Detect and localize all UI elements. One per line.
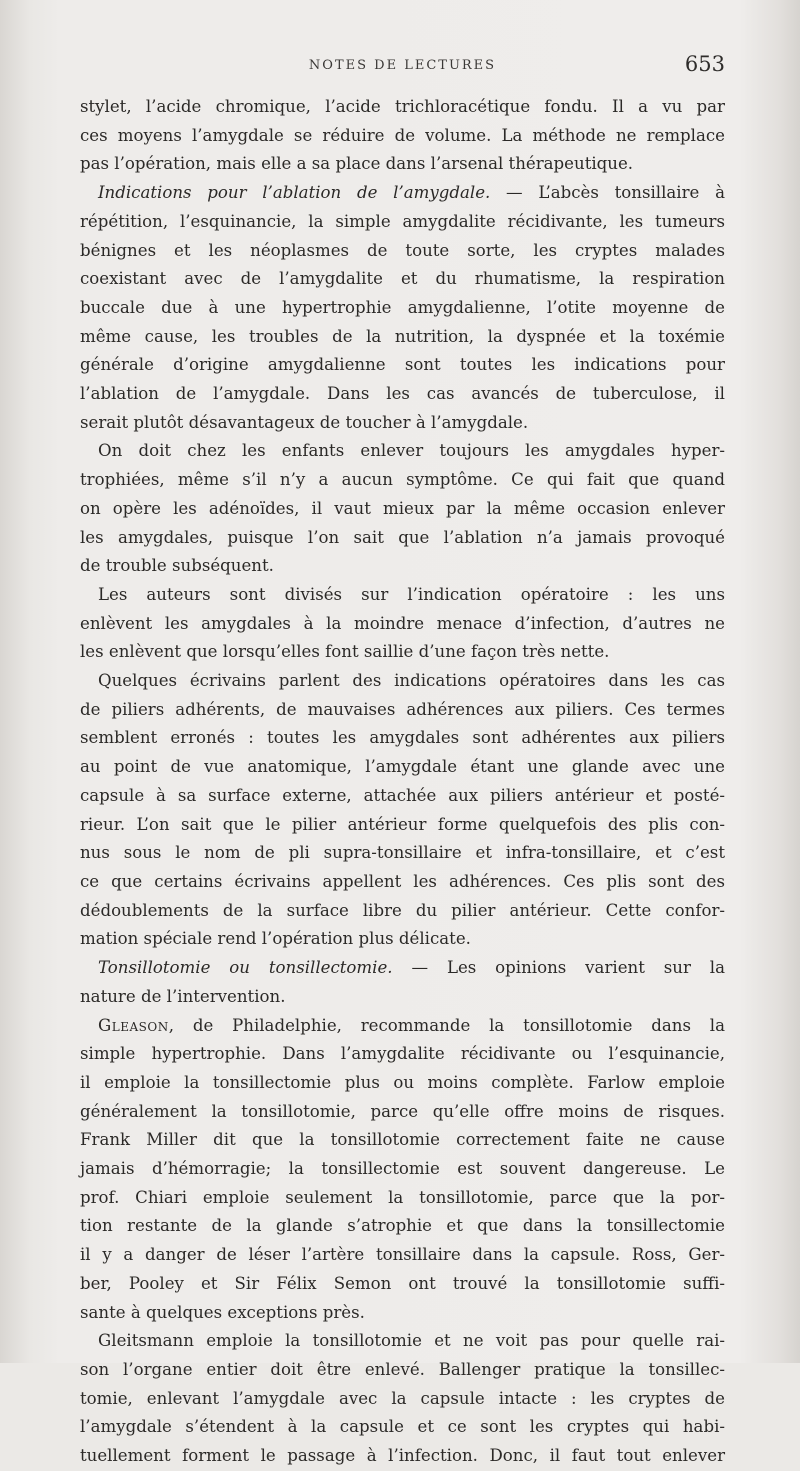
text-line: nus sous le nom de pli supra-tonsillaire et infra-tonsillaire, et c’est xyxy=(80,843,725,863)
text-line: Gleitsmann emploie la tonsillotomie et ne voit pas pour quelle rai- xyxy=(98,1331,725,1351)
text-line: générale d’origine amygdalienne sont toutes les indications pour xyxy=(80,355,725,375)
text-line: On doit chez les enfants enlever toujours les amygdales hyper- xyxy=(98,441,725,461)
text-line: on opère les adénoïdes, il vaut mieux par la même occasion enlever xyxy=(80,498,725,518)
running-title: NOTES DE LECTURES xyxy=(308,58,497,73)
text-line: enlèvent les amygdales à la moindre menace d’infection, d’autres ne xyxy=(80,613,725,633)
text-line: même cause, les troubles de la nutrition, la dyspnée et la toxémie xyxy=(80,326,725,346)
text-line: sante à quelques exceptions près. xyxy=(80,1302,365,1322)
text-line: tion restante de la glande s’atrophie et que dans la tonsillectomie xyxy=(80,1216,725,1236)
text-line: stylet, l’acide chromique, l’acide trichloracétique fondu. Il a vu par xyxy=(80,97,725,116)
text-line xyxy=(80,1012,725,1041)
text-line: de piliers adhérents, de mauvaises adhérences aux piliers. Ces termes xyxy=(80,699,725,719)
text-line: il y a danger de léser l’artère tonsillaire dans la capsule. Ross, Ger- xyxy=(80,1245,725,1265)
section-heading: Indications pour l’ablation de l’amygdale. xyxy=(98,183,491,203)
author-name: Gleason xyxy=(98,1015,169,1035)
text-line: serait plutôt désavantageux de toucher à l’amygdale. xyxy=(80,412,529,432)
text-line: ces moyens l’amygdale se réduire de volume. La méthode ne remplace xyxy=(80,125,725,145)
text-line: au point de vue anatomique, l’amygdale étant une glande avec une xyxy=(80,757,725,777)
text-line xyxy=(80,179,725,208)
text-line: dédoublements de la surface libre du pilier antérieur. Cette confor- xyxy=(80,900,725,920)
text-line: Frank Miller dit que la tonsillotomie correctement faite ne cause xyxy=(80,1130,725,1150)
text-line: Quelques écrivains parlent des indications opératoires dans les cas xyxy=(98,671,725,691)
page-header xyxy=(80,50,725,86)
text-line: de trouble subséquent. xyxy=(80,556,274,576)
text-line: généralement la tonsillotomie, parce qu’elle offre moins de risques. xyxy=(80,1101,725,1121)
text-line: les amygdales, puisque l’on sait que l’ablation n’a jamais provoqué xyxy=(80,527,725,547)
text-line: mation spéciale rend l’opération plus délicate. xyxy=(80,929,471,949)
text-line: buccale due à une hypertrophie amygdalienne, l’otite moyenne de xyxy=(80,297,725,317)
text-line: trophiées, même s’il n’y a aucun symptôme. Ce qui fait que quand xyxy=(80,470,725,490)
text-line: prof. Chiari emploie seulement la tonsillotomie, parce que la por- xyxy=(80,1187,725,1207)
text-line: répétition, l’esquinancie, la simple amygdalite récidivante, les tumeurs xyxy=(80,211,725,231)
text-line: bénignes et les néoplasmes de toute sorte, les cryptes malades xyxy=(80,240,725,260)
text-fragment: — Les opinions varient sur la xyxy=(392,958,725,978)
text-line: coexistant avec de l’amygdalite et du rhumatisme, la respiration xyxy=(80,269,725,289)
text-line: les enlèvent que lorsqu’elles font saillie d’une façon très nette. xyxy=(80,642,610,662)
text-line xyxy=(80,954,725,983)
text-line: rieur. L’on sait que le pilier antérieur forme quelquefois des plis con- xyxy=(80,814,725,834)
text-line: semblent erronés : toutes les amygdales sont adhérentes aux piliers xyxy=(80,728,725,748)
text-line: l’amygdale s’étendent à la capsule et ce sont les cryptes qui habi- xyxy=(80,1417,725,1437)
text-line: nature de l’intervention. xyxy=(80,986,286,1006)
text-line: il emploie la tonsillectomie plus ou moins complète. Farlow emploie xyxy=(80,1072,725,1092)
text-line: capsule à sa surface externe, attachée aux piliers antérieur et posté- xyxy=(80,785,725,805)
text-line: simple hypertrophie. Dans l’amygdalite récidivante ou l’esquinancie, xyxy=(80,1044,725,1064)
text-line: pas l’opération, mais elle a sa place dans l’arsenal thérapeutique. xyxy=(80,154,634,174)
section-heading: Tonsillotomie ou tonsillectomie. xyxy=(98,958,393,978)
text-line: son l’organe entier doit être enlevé. Ballenger pratique la tonsillec- xyxy=(80,1359,725,1379)
text-line: l’ablation de l’amygdale. Dans les cas avancés de tuberculose, il xyxy=(80,384,725,404)
text-line: Les auteurs sont divisés sur l’indication opératoire : les uns xyxy=(98,584,725,604)
body-text xyxy=(80,93,725,1471)
text-fragment: , de Philadelphie, recommande la tonsillotomie dans la xyxy=(168,1015,725,1035)
page-number: 653 xyxy=(684,52,725,76)
text-line: tuellement forment le passage à l’infection. Donc, il faut tout enlever xyxy=(80,1446,725,1466)
text-line: ce que certains écrivains appellent les adhérences. Ces plis sont des xyxy=(80,871,725,891)
text-line: jamais d’hémorragie; la tonsillectomie est souvent dangereuse. Le xyxy=(80,1159,725,1179)
text-fragment: — L’abcès tonsillaire à xyxy=(490,183,725,203)
text-line: ber, Pooley et Sir Félix Semon ont trouvé la tonsillotomie suffi- xyxy=(80,1273,725,1293)
text-line: tomie, enlevant l’amygdale avec la capsule intacte : les cryptes de xyxy=(80,1388,725,1408)
